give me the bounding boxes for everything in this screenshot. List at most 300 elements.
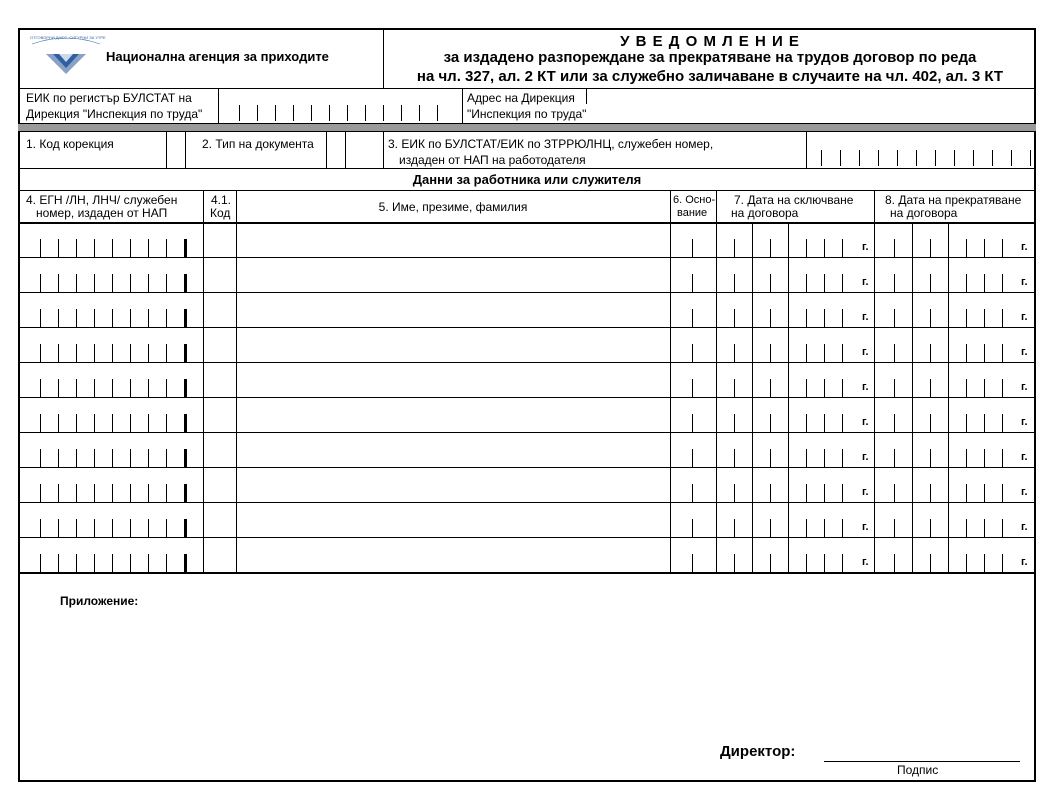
egn-digit-tick (58, 554, 59, 572)
start-date-tick (770, 239, 771, 257)
basis-digit-tick (692, 344, 693, 362)
start-year-suffix: г. (862, 416, 869, 428)
egn-digit-tick (148, 449, 149, 467)
start-date-tick (734, 484, 735, 502)
egn-digit-tick (130, 379, 131, 397)
end-date-tick (966, 344, 967, 362)
start-date-divider (752, 327, 753, 362)
egn-digit-tick (94, 414, 95, 432)
doc-type-field[interactable] (327, 132, 345, 168)
start-date-tick (842, 554, 843, 572)
agency-name: Национална агенция за приходите (106, 49, 329, 64)
egn-digit-tick (148, 379, 149, 397)
egn-digit-tick (166, 274, 167, 292)
egn-digit-tick (58, 309, 59, 327)
start-date-divider (752, 537, 753, 572)
egn-digit-tick (40, 239, 41, 257)
egn-digit-tick (148, 554, 149, 572)
end-year-suffix: г. (1021, 346, 1028, 358)
end-date-divider (948, 222, 949, 257)
egn-digit-tick (130, 344, 131, 362)
start-year-suffix: г. (862, 381, 869, 393)
employer-eik-label-1: 3. ЕИК по БУЛСТАТ/ЕИК по ЗТРРЮЛНЦ, служебен номер, (388, 137, 714, 151)
end-year-suffix: г. (1021, 451, 1028, 463)
table-row[interactable] (18, 502, 1036, 537)
end-date-tick (930, 484, 931, 502)
end-date-tick (984, 379, 985, 397)
egn-digit-tick (94, 239, 95, 257)
end-date-tick (966, 484, 967, 502)
basis-digit-tick (692, 519, 693, 537)
end-date-tick (984, 309, 985, 327)
end-date-divider (912, 467, 913, 502)
egn-digit-tick (185, 344, 187, 362)
end-date-divider (912, 397, 913, 432)
end-date-tick (1002, 414, 1003, 432)
egn-digit-tick (112, 449, 113, 467)
egn-digit-tick (40, 414, 41, 432)
col4-header-1: 4. ЕГН /ЛН, ЛНЧ/ служебен (26, 193, 178, 207)
egn-digit-tick (112, 274, 113, 292)
egn-digit-tick (185, 274, 187, 292)
end-year-suffix: г. (1021, 311, 1028, 323)
end-date-divider (948, 257, 949, 292)
start-date-tick (806, 519, 807, 537)
director-label: Директор: (720, 743, 796, 760)
end-date-tick (1002, 554, 1003, 572)
basis-digit-tick (692, 449, 693, 467)
table-row[interactable] (18, 327, 1036, 362)
start-date-tick (734, 554, 735, 572)
egn-digit-tick (40, 379, 41, 397)
eik-directorate-label-1: ЕИК по регистър БУЛСТАТ на (26, 91, 192, 105)
end-date-tick (894, 414, 895, 432)
col41-header-1: 4.1. (211, 193, 232, 207)
start-date-tick (806, 274, 807, 292)
end-date-tick (894, 484, 895, 502)
start-date-tick (842, 519, 843, 537)
end-date-divider (948, 327, 949, 362)
egn-digit-tick (76, 414, 77, 432)
table-row[interactable] (18, 257, 1036, 292)
signature-line[interactable] (824, 761, 1020, 762)
start-date-divider (752, 292, 753, 327)
employer-eik-label-2: издаден от НАП на работодателя (399, 153, 586, 167)
egn-digit-tick (130, 484, 131, 502)
start-date-tick (806, 484, 807, 502)
start-date-tick (842, 239, 843, 257)
end-date-tick (984, 274, 985, 292)
col6-header-2: вание (677, 207, 708, 219)
end-date-divider (912, 257, 913, 292)
egn-digit-tick (166, 239, 167, 257)
start-date-divider (788, 222, 789, 257)
start-date-tick (842, 309, 843, 327)
grid-line (18, 572, 1036, 574)
nap-logo (26, 34, 106, 78)
table-row[interactable] (18, 432, 1036, 467)
egn-digit-tick (76, 379, 77, 397)
start-date-tick (770, 379, 771, 397)
start-date-tick (734, 274, 735, 292)
egn-digit-tick (185, 554, 187, 572)
end-date-divider (948, 362, 949, 397)
end-year-suffix: г. (1021, 381, 1028, 393)
address-field[interactable] (590, 89, 1030, 121)
egn-digit-tick (112, 344, 113, 362)
egn-digit-tick (40, 344, 41, 362)
col7-header-2: на договора (731, 206, 799, 220)
start-date-tick (824, 449, 825, 467)
start-date-divider (752, 432, 753, 467)
egn-digit-tick (148, 344, 149, 362)
egn-digit-tick (185, 379, 187, 397)
attachment-label: Приложение: (60, 594, 139, 608)
end-date-divider (948, 537, 949, 572)
end-date-tick (894, 344, 895, 362)
end-date-tick (894, 274, 895, 292)
start-year-suffix: г. (862, 451, 869, 463)
egn-digit-tick (148, 239, 149, 257)
end-date-tick (930, 274, 931, 292)
eik-directorate-field[interactable] (219, 88, 459, 123)
egn-digit-tick (94, 484, 95, 502)
start-year-suffix: г. (862, 346, 869, 358)
egn-digit-tick (94, 274, 95, 292)
start-year-suffix: г. (862, 276, 869, 288)
start-date-tick (824, 239, 825, 257)
end-date-tick (1002, 309, 1003, 327)
page-title: У В Е Д О М Л Е Н И Е (620, 33, 800, 50)
egn-digit-tick (166, 344, 167, 362)
basis-digit-tick (692, 309, 693, 327)
egn-digit-tick (130, 449, 131, 467)
egn-digit-tick (40, 449, 41, 467)
end-date-tick (984, 484, 985, 502)
egn-digit-tick (130, 309, 131, 327)
start-date-divider (788, 502, 789, 537)
table-row[interactable] (18, 467, 1036, 502)
end-date-tick (894, 554, 895, 572)
end-date-tick (984, 239, 985, 257)
egn-digit-tick (94, 379, 95, 397)
start-date-tick (734, 379, 735, 397)
end-year-suffix: г. (1021, 416, 1028, 428)
end-year-suffix: г. (1021, 241, 1028, 253)
basis-digit-tick (692, 484, 693, 502)
start-date-tick (824, 344, 825, 362)
egn-digit-tick (76, 344, 77, 362)
egn-digit-tick (112, 239, 113, 257)
start-date-divider (788, 467, 789, 502)
start-date-tick (770, 274, 771, 292)
end-date-tick (894, 309, 895, 327)
page-subtitle-1: за издадено разпореждане за прекратяване на трудов договор по реда (443, 49, 977, 66)
col7-header-1: 7. Дата на сключване (734, 193, 854, 207)
start-date-tick (770, 554, 771, 572)
end-date-divider (948, 432, 949, 467)
end-year-suffix: г. (1021, 276, 1028, 288)
end-year-suffix: г. (1021, 486, 1028, 498)
egn-digit-tick (148, 519, 149, 537)
start-date-divider (788, 257, 789, 292)
start-date-divider (752, 397, 753, 432)
egn-digit-tick (76, 309, 77, 327)
end-date-divider (912, 362, 913, 397)
egn-digit-tick (148, 274, 149, 292)
col4-header-2: номер, издаден от НАП (36, 206, 168, 220)
egn-digit-tick (94, 554, 95, 572)
start-date-divider (788, 292, 789, 327)
end-date-divider (948, 292, 949, 327)
start-date-tick (842, 379, 843, 397)
start-date-tick (842, 414, 843, 432)
egn-digit-tick (112, 414, 113, 432)
egn-digit-tick (94, 309, 95, 327)
end-date-divider (912, 292, 913, 327)
start-year-suffix: г. (862, 556, 869, 568)
employee-section-title: Данни за работника или служителя (412, 172, 642, 187)
page-subtitle-2: на чл. 327, ал. 2 КТ или за служебно заличаване в случаите на чл. 402, ал. 3 КТ (416, 68, 1004, 85)
signature-label: Подпис (897, 763, 939, 777)
start-date-tick (734, 239, 735, 257)
end-year-suffix: г. (1021, 521, 1028, 533)
start-date-divider (752, 467, 753, 502)
end-date-tick (930, 344, 931, 362)
end-date-tick (1002, 519, 1003, 537)
end-date-tick (930, 239, 931, 257)
egn-digit-tick (94, 449, 95, 467)
end-date-tick (1002, 484, 1003, 502)
egn-digit-tick (166, 379, 167, 397)
egn-digit-tick (40, 554, 41, 572)
start-date-divider (788, 432, 789, 467)
end-date-tick (930, 309, 931, 327)
egn-digit-tick (58, 239, 59, 257)
correction-code-field[interactable] (167, 132, 185, 168)
egn-digit-tick (76, 449, 77, 467)
end-date-tick (966, 414, 967, 432)
employer-eik-field[interactable] (807, 132, 1035, 168)
start-date-tick (770, 309, 771, 327)
end-date-tick (930, 449, 931, 467)
start-date-tick (806, 309, 807, 327)
egn-digit-tick (185, 519, 187, 537)
end-date-tick (966, 519, 967, 537)
end-date-divider (912, 222, 913, 257)
egn-digit-tick (94, 519, 95, 537)
end-date-tick (1002, 379, 1003, 397)
end-date-tick (894, 379, 895, 397)
attachment-area[interactable] (60, 612, 700, 732)
basis-digit-tick (692, 239, 693, 257)
col8-header-1: 8. Дата на прекратяване (885, 193, 1022, 207)
egn-digit-tick (112, 519, 113, 537)
end-date-divider (912, 537, 913, 572)
egn-digit-tick (185, 414, 187, 432)
end-date-tick (966, 309, 967, 327)
egn-digit-tick (112, 554, 113, 572)
start-date-tick (770, 449, 771, 467)
col5-header: 5. Име, презиме, фамилия (378, 200, 528, 214)
eik-directorate-label-2: Дирекция "Инспекция по труда" (26, 107, 203, 121)
end-date-tick (894, 519, 895, 537)
end-date-tick (894, 239, 895, 257)
basis-digit-tick (692, 414, 693, 432)
end-date-tick (930, 379, 931, 397)
egn-digit-tick (148, 484, 149, 502)
egn-digit-tick (166, 449, 167, 467)
egn-digit-tick (76, 484, 77, 502)
start-date-tick (734, 519, 735, 537)
egn-digit-tick (185, 449, 187, 467)
end-date-tick (966, 379, 967, 397)
correction-code-label: 1. Код корекция (26, 137, 114, 151)
start-date-divider (788, 397, 789, 432)
end-date-tick (966, 554, 967, 572)
address-label-1: Адрес на Дирекция (467, 91, 575, 105)
start-date-tick (734, 414, 735, 432)
end-date-tick (894, 449, 895, 467)
start-date-tick (824, 519, 825, 537)
egn-digit-tick (112, 484, 113, 502)
basis-digit-tick (692, 274, 693, 292)
col41-header-2: Код (210, 206, 231, 220)
start-date-tick (842, 344, 843, 362)
end-date-tick (1002, 449, 1003, 467)
egn-digit-tick (76, 519, 77, 537)
end-date-tick (1002, 344, 1003, 362)
egn-digit-tick (166, 554, 167, 572)
end-date-tick (966, 449, 967, 467)
start-date-tick (824, 484, 825, 502)
egn-digit-tick (58, 344, 59, 362)
egn-digit-tick (40, 309, 41, 327)
logo-caption: ОТГОВОРНИ ДНЕС, СИГУРНИ ЗА УТРЕ (30, 35, 106, 40)
egn-digit-tick (166, 309, 167, 327)
egn-digit-tick (76, 274, 77, 292)
table-row[interactable] (18, 292, 1036, 327)
doc-type-label: 2. Тип на документа (202, 137, 314, 151)
end-date-tick (984, 414, 985, 432)
start-date-divider (752, 222, 753, 257)
end-date-tick (984, 519, 985, 537)
end-date-divider (948, 467, 949, 502)
egn-digit-tick (58, 274, 59, 292)
egn-digit-tick (58, 414, 59, 432)
col8-header-2: на договора (890, 206, 958, 220)
end-date-tick (966, 274, 967, 292)
start-date-tick (770, 484, 771, 502)
start-date-tick (824, 414, 825, 432)
start-date-tick (842, 449, 843, 467)
egn-digit-tick (148, 414, 149, 432)
egn-digit-tick (130, 519, 131, 537)
egn-digit-tick (40, 484, 41, 502)
start-date-tick (824, 379, 825, 397)
start-year-suffix: г. (862, 311, 869, 323)
start-date-divider (752, 257, 753, 292)
start-date-tick (806, 379, 807, 397)
egn-digit-tick (185, 484, 187, 502)
table-row[interactable] (18, 537, 1036, 572)
table-row[interactable] (18, 362, 1036, 397)
end-date-tick (984, 344, 985, 362)
end-date-divider (912, 432, 913, 467)
end-date-tick (930, 414, 931, 432)
start-date-tick (734, 309, 735, 327)
start-date-tick (824, 554, 825, 572)
start-date-tick (842, 484, 843, 502)
start-date-tick (770, 344, 771, 362)
end-date-divider (948, 397, 949, 432)
table-row[interactable] (18, 397, 1036, 432)
egn-digit-tick (76, 554, 77, 572)
start-date-tick (824, 274, 825, 292)
egn-digit-tick (94, 344, 95, 362)
end-date-tick (1002, 274, 1003, 292)
start-date-tick (824, 309, 825, 327)
egn-digit-tick (40, 274, 41, 292)
end-date-tick (930, 554, 931, 572)
end-date-tick (966, 239, 967, 257)
start-date-divider (752, 362, 753, 397)
start-date-tick (806, 239, 807, 257)
end-date-tick (1002, 239, 1003, 257)
start-date-divider (788, 537, 789, 572)
egn-digit-tick (58, 449, 59, 467)
start-date-divider (788, 327, 789, 362)
egn-digit-tick (112, 309, 113, 327)
egn-digit-tick (58, 379, 59, 397)
end-date-divider (912, 502, 913, 537)
start-date-tick (806, 414, 807, 432)
egn-digit-tick (130, 239, 131, 257)
basis-digit-tick (692, 379, 693, 397)
egn-digit-tick (166, 484, 167, 502)
start-date-tick (806, 554, 807, 572)
start-date-tick (806, 344, 807, 362)
start-date-tick (770, 414, 771, 432)
start-date-tick (806, 449, 807, 467)
start-date-tick (734, 449, 735, 467)
egn-digit-tick (130, 554, 131, 572)
end-year-suffix: г. (1021, 556, 1028, 568)
start-year-suffix: г. (862, 521, 869, 533)
egn-digit-tick (185, 239, 187, 257)
end-date-divider (948, 502, 949, 537)
egn-digit-tick (112, 379, 113, 397)
start-date-divider (752, 502, 753, 537)
start-year-suffix: г. (862, 241, 869, 253)
end-date-tick (984, 449, 985, 467)
egn-digit-tick (58, 484, 59, 502)
egn-digit-tick (40, 519, 41, 537)
separator-band (18, 123, 1036, 132)
basis-digit-tick (692, 554, 693, 572)
start-date-tick (770, 519, 771, 537)
end-date-tick (984, 554, 985, 572)
egn-digit-tick (185, 309, 187, 327)
egn-digit-tick (148, 309, 149, 327)
start-year-suffix: г. (862, 486, 869, 498)
egn-digit-tick (58, 519, 59, 537)
table-row[interactable] (18, 222, 1036, 257)
end-date-divider (912, 327, 913, 362)
egn-digit-tick (166, 519, 167, 537)
nap-logo-icon (26, 34, 106, 78)
address-label-2: "Инспекция по труда" (467, 107, 587, 121)
